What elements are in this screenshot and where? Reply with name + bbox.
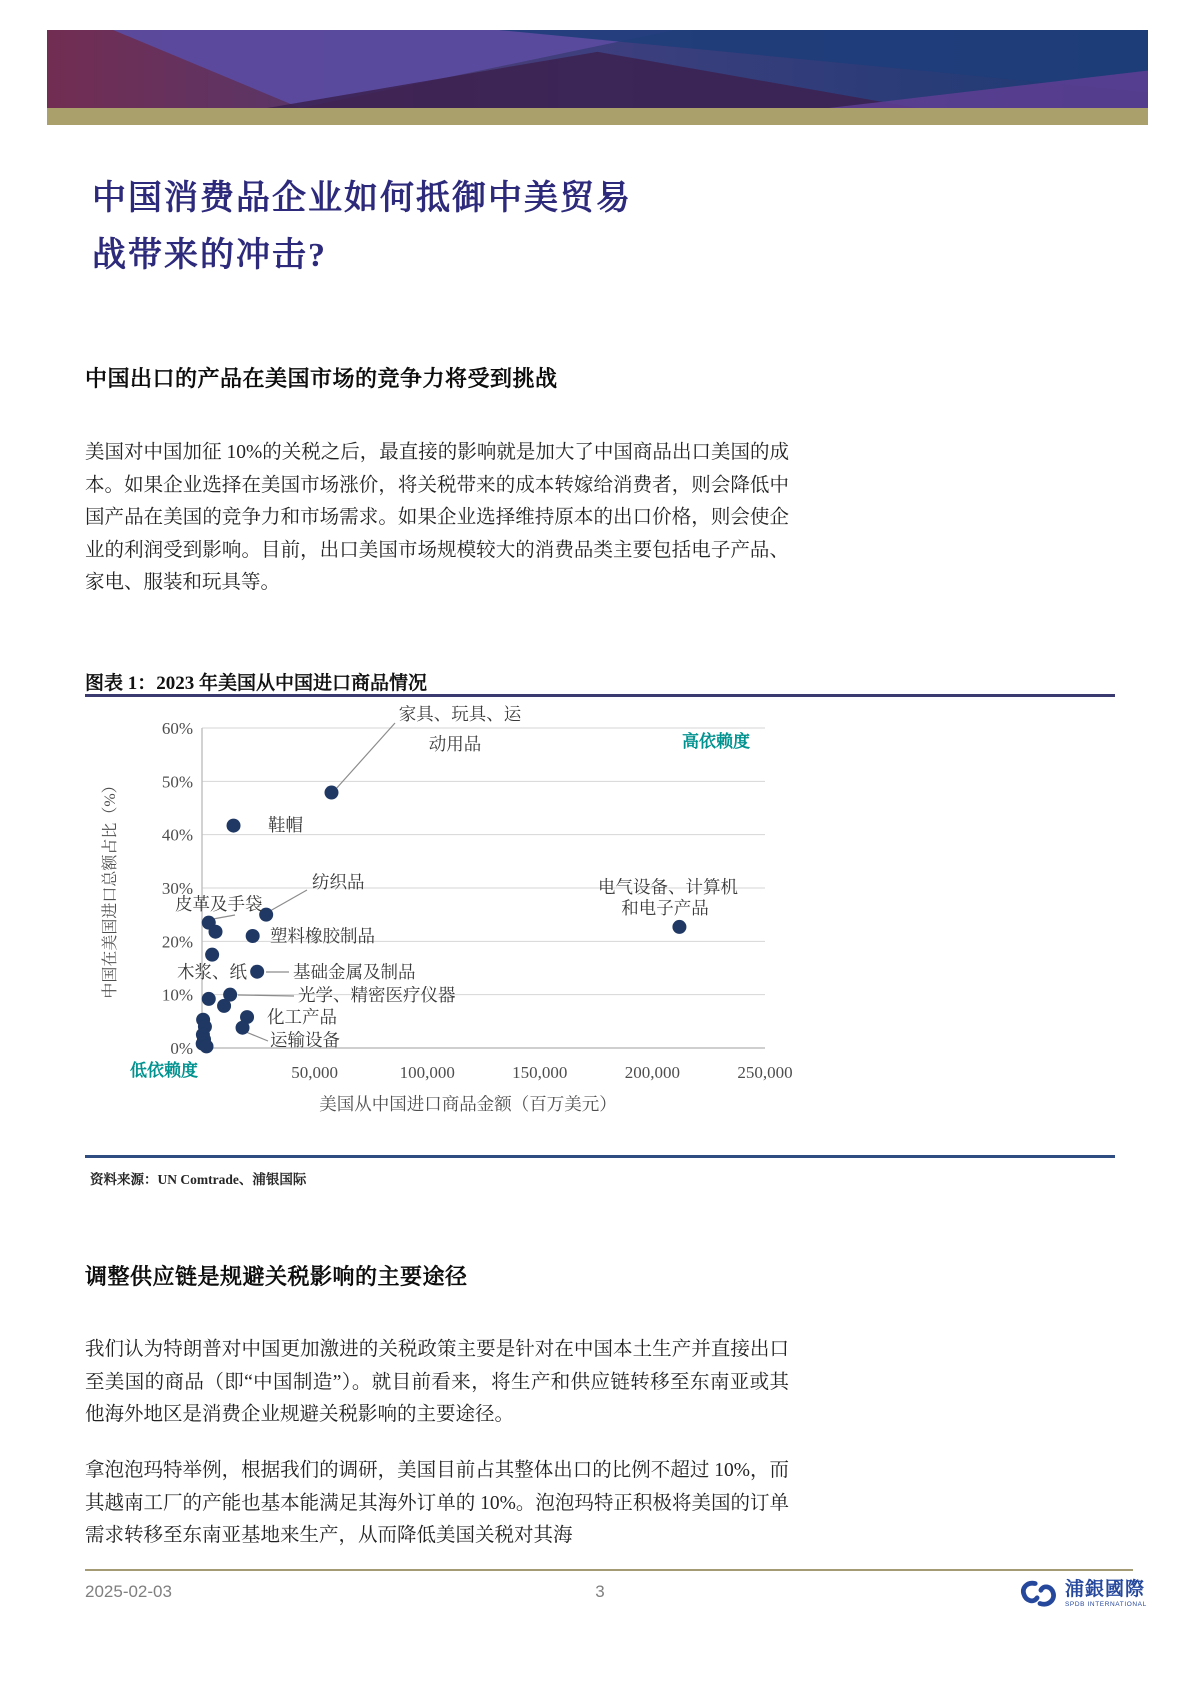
figure-caption-rule bbox=[85, 694, 1115, 697]
svg-text:40%: 40% bbox=[161, 825, 193, 845]
logo-text: 浦銀國際 bbox=[1065, 1578, 1146, 1600]
svg-text:60%: 60% bbox=[161, 719, 193, 738]
section2-heading: 调整供应链是规避关税影响的主要途径 bbox=[85, 1264, 468, 1289]
header-banner bbox=[47, 30, 1148, 108]
svg-text:基础金属及制品: 基础金属及制品 bbox=[293, 962, 416, 982]
report-title-line1: 中国消费品企业如何抵御中美贸易 bbox=[92, 180, 632, 217]
svg-text:化工产品: 化工产品 bbox=[267, 1007, 337, 1027]
svg-text:10%: 10% bbox=[161, 985, 193, 1005]
scatter-chart bbox=[85, 698, 1115, 1130]
svg-text:纺织品: 纺织品 bbox=[312, 872, 365, 892]
svg-text:30%: 30% bbox=[161, 879, 193, 898]
svg-text:电气设备、计算机: 电气设备、计算机 bbox=[598, 877, 738, 897]
svg-text:200,000: 200,000 bbox=[624, 1063, 681, 1082]
footer-rule bbox=[85, 1569, 1133, 1571]
svg-text:低依赖度: 低依赖度 bbox=[130, 1061, 198, 1080]
svg-text:鞋帽: 鞋帽 bbox=[268, 815, 303, 835]
svg-text:100,000: 100,000 bbox=[399, 1063, 455, 1082]
svg-text:150,000: 150,000 bbox=[512, 1063, 568, 1082]
svg-text:中国在美国进口总额占比（%）: 中国在美国进口总额占比（%） bbox=[102, 777, 119, 999]
svg-text:50%: 50% bbox=[161, 772, 193, 792]
svg-text:木浆、纸: 木浆、纸 bbox=[177, 962, 247, 982]
svg-text:塑料橡胶制品: 塑料橡胶制品 bbox=[270, 926, 375, 946]
svg-text:动用品: 动用品 bbox=[428, 734, 482, 754]
section2-paragraph1: 我们认为特朗普对中国更加激进的关税政策主要是针对在中国本土生产并直接出口至美国的商品（即“中国制造”）。就目前看来，将生产和供应链转移至东南亚或其他海外地区是消费企业规避关税影响的主要途径。 bbox=[85, 1339, 789, 1426]
footer-date: 2025-02-03 bbox=[85, 1582, 172, 1601]
logo-subtext: SPDB INTERNATIONAL bbox=[1065, 1600, 1147, 1608]
svg-text:50,000: 50,000 bbox=[291, 1063, 338, 1082]
figure-caption: 图表 1：2023 年美国从中国进口商品情况 bbox=[85, 673, 428, 694]
report-title-line2: 战带来的冲击? bbox=[92, 237, 327, 274]
banner-khaki-bar bbox=[47, 108, 1148, 125]
svg-text:美国从中国进口商品金额（百万美元）: 美国从中国进口商品金额（百万美元） bbox=[319, 1094, 617, 1114]
scatter-chart-svg bbox=[85, 698, 1115, 1130]
svg-text:光学、精密医疗仪器: 光学、精密医疗仪器 bbox=[298, 985, 456, 1005]
svg-text:20%: 20% bbox=[161, 932, 193, 952]
svg-text:运输设备: 运输设备 bbox=[270, 1030, 340, 1050]
svg-text:高依赖度: 高依赖度 bbox=[682, 732, 750, 751]
section1-heading: 中国出口的产品在美国市场的竞争力将受到挑战 bbox=[85, 366, 558, 391]
svg-text:和电子产品: 和电子产品 bbox=[621, 898, 709, 918]
section2-paragraph2: 拿泡泡玛特举例，根据我们的调研，美国目前占其整体出口的比例不超过 10%，而其越南工厂的产能也基本能满足其海外订单的 10%。泡泡玛特正积极将美国的订单需求转移至东南亚基地来生产，从而降低美国关税对其海 bbox=[85, 1460, 789, 1547]
footer-page-number: 3 bbox=[595, 1582, 605, 1601]
section1-paragraph: 美国对中国加征 10%的关税之后，最直接的影响就是加大了中国商品出口美国的成本。如果企业选择在美国市场涨价，将关税带来的成本转嫁给消费者，则会降低中国产品在美国的竞争力和市场需求。如果企业选择维持原本的出口价格，则会使企业的利润受到影响。目前，出口美国市场规模较大的消费品类主要包括电子产品、家电、服装和玩具等。 bbox=[85, 442, 789, 594]
svg-text:250,000: 250,000 bbox=[737, 1063, 793, 1082]
svg-text:皮革及手袋: 皮革及手袋 bbox=[175, 894, 263, 914]
svg-text:0%: 0% bbox=[170, 1039, 193, 1058]
company-logo bbox=[1020, 1578, 1147, 1610]
figure-source-note: 资料来源：UN Comtrade、浦银国际 bbox=[90, 1172, 307, 1187]
report-title bbox=[92, 170, 852, 284]
figure-bottom-rule bbox=[85, 1155, 1115, 1158]
spdb-logo-icon bbox=[1020, 1578, 1058, 1610]
svg-text:家具、玩具、运: 家具、玩具、运 bbox=[398, 704, 522, 724]
